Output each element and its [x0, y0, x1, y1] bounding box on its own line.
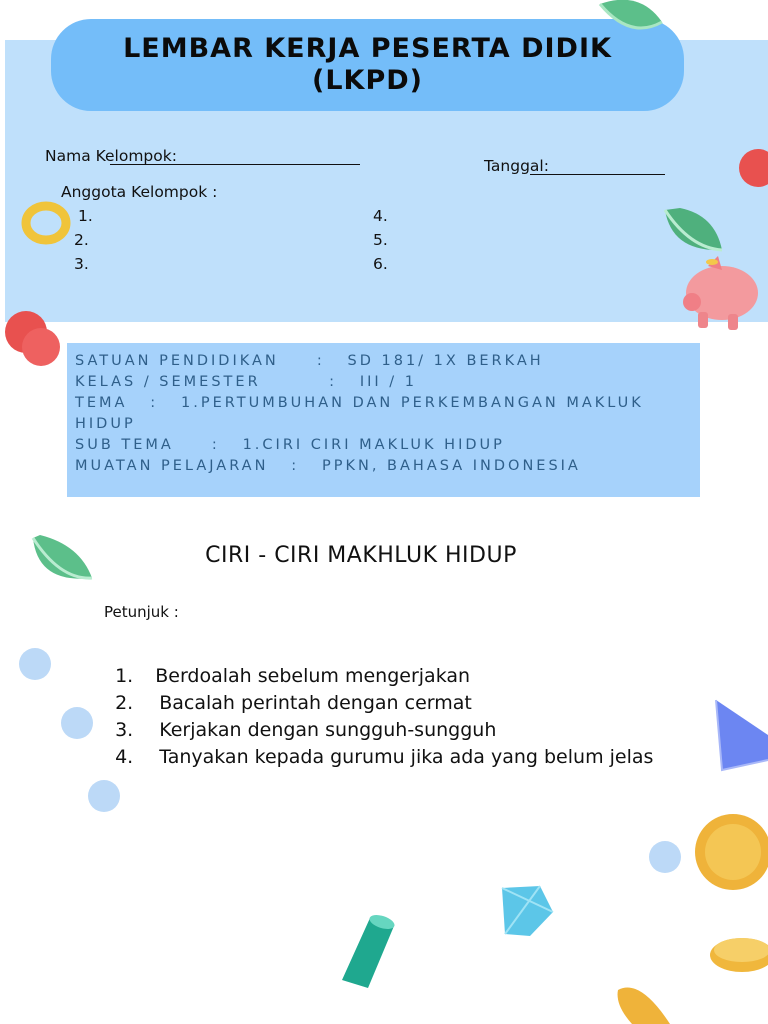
member-number: 3. — [74, 255, 89, 273]
info-line: SATUAN PENDIDIKAN : SD 181/ 1X BERKAH — [75, 353, 544, 369]
red-ball-icon — [22, 328, 60, 366]
info-line: HIDUP — [75, 416, 136, 432]
gold-coin-icon — [618, 988, 670, 1024]
step-text: Tanyakan kepada gurumu jika ada yang belum jelas — [159, 746, 654, 768]
page-subtitle: (LKPD) — [311, 65, 423, 96]
step-text: Berdoalah sebelum mengerjakan — [155, 665, 471, 687]
diamond-icon — [502, 886, 553, 936]
gold-coin-icon — [695, 814, 768, 890]
info-line: KELAS / SEMESTER : III / 1 — [75, 374, 417, 390]
light-blue-dot-icon — [649, 841, 681, 873]
member-number: 5. — [373, 231, 388, 249]
pink-piggy-bank-icon — [683, 256, 758, 330]
teal-cylinder-icon — [342, 912, 396, 988]
green-hemisphere-icon — [600, 0, 662, 28]
step-text: Kerjakan dengan sungguh-sungguh — [159, 719, 497, 741]
blue-cone-icon — [716, 700, 768, 770]
instructions-label: Petunjuk : — [104, 603, 179, 621]
green-hemisphere-icon — [33, 535, 92, 579]
green-hemisphere-icon — [665, 208, 722, 250]
step-text: Bacalah perintah dengan cermat — [159, 692, 472, 714]
light-blue-dot-icon — [19, 648, 51, 680]
member-number: 4. — [373, 207, 388, 225]
step-number: 4. — [115, 746, 134, 768]
step-number: 2. — [115, 692, 134, 714]
section-title: CIRI - CIRI MAKHLUK HIDUP — [205, 543, 517, 568]
member-number: 2. — [74, 231, 89, 249]
red-ball-icon — [739, 149, 768, 187]
page-title: LEMBAR KERJA PESERTA DIDIK — [123, 33, 612, 64]
light-blue-dot-icon — [61, 707, 93, 739]
yellow-ring-icon — [26, 206, 66, 240]
gold-coin-icon — [710, 938, 768, 972]
member-number: 6. — [373, 255, 388, 273]
info-line: SUB TEMA : 1.CIRI CIRI MAKLUK HIDUP — [75, 437, 505, 453]
members-label: Anggota Kelompok : — [61, 183, 218, 201]
info-line: TEMA : 1.PERTUMBUHAN DAN PERKEMBANGAN MAKLUK — [75, 395, 644, 411]
info-line: MUATAN PELAJARAN : PPKN, BAHASA INDONESIA — [75, 458, 581, 474]
group-name-label: Nama Kelompok: — [45, 147, 177, 165]
light-blue-dot-icon — [88, 780, 120, 812]
step-number: 3. — [115, 719, 134, 741]
member-number: 1. — [78, 207, 93, 225]
step-number: 1. — [115, 665, 134, 687]
date-label: Tanggal: — [484, 157, 549, 175]
